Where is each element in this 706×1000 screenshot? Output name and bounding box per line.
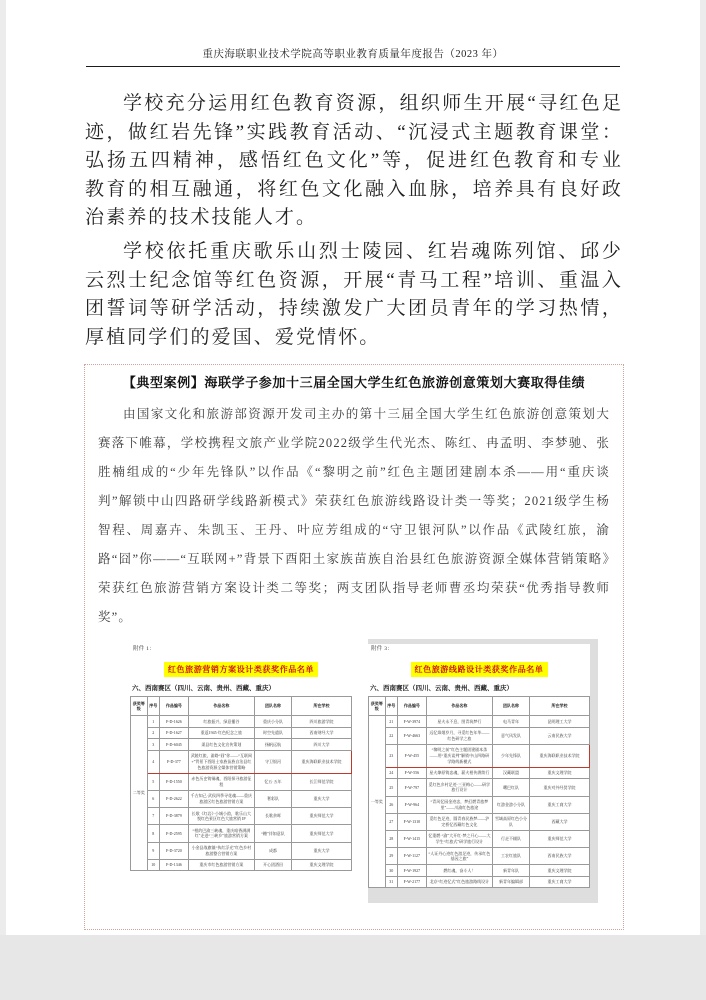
case-title: 【典型案例】海联学子参加十三届全国大学生红色旅游创意策划大赛取得佳绩: [122, 375, 586, 390]
cell-work: 觅红色乡村足迹·三亚梅心——研学旅行设计: [426, 779, 492, 796]
cell-work: 重庆市红色旅游营销方案: [188, 859, 254, 871]
cell-team: 成都: [254, 842, 291, 859]
table-row: [369, 716, 590, 728]
cell-work: 长歌《红岩》·小城小韵，歌乐山大悦红色景区红色大旅营销 IP: [188, 808, 254, 825]
attachment-label: 附件 1：: [133, 646, 156, 652]
attachment-title-row: [130, 659, 352, 677]
cell-no: 7: [147, 808, 159, 825]
table-row: [131, 716, 352, 728]
cell-work: “黎明之前”红色主题团建剧本杀——用“重庆谈判”解锁中山四路研学路线新模式: [426, 744, 492, 767]
cell-school: 重庆文理学院: [530, 767, 590, 779]
table-row: [131, 842, 352, 859]
table-row: [131, 859, 352, 871]
table-row: [131, 739, 352, 751]
cell-work: “人证丹心迹红色游足迹，传承红色基因之旅”: [426, 848, 492, 865]
cell-work: 赤色历史铸铜魂，酉阳探寻旅游征程: [188, 773, 254, 790]
cell-team: 雪域高原红色小分队: [492, 813, 529, 830]
cell-no: 6: [147, 790, 159, 807]
cell-work: 觅红色足迹，圆青春民族梦——泸定桥忆西藏红色文化: [426, 813, 492, 830]
cell-work: “青风忆园金迹忠，梦幻燃青旅梦里”——川渝红色旅途: [426, 796, 492, 813]
cell-work: 燃红魂，奋斗人！: [426, 865, 492, 877]
cell-no: 5: [147, 773, 159, 790]
cell-school: 重庆师范大学: [292, 825, 352, 842]
attachment-1-marketing-awards: [130, 639, 352, 871]
table-row: [369, 865, 590, 877]
cell-no: 10: [147, 859, 159, 871]
cell-school: 重庆海联职业技术学院: [530, 744, 590, 767]
cell-school: 重庆师范大学: [530, 830, 590, 847]
award-grade-cell: 一等奖: [369, 716, 386, 888]
cell-school: 重庆文理学院: [530, 865, 590, 877]
attachment-title-highlighted: 红色旅游线路设计类获奖作品名单: [411, 662, 548, 677]
cell-code: F-W-4663: [397, 727, 426, 744]
cell-team: 电马青年: [492, 716, 529, 728]
cell-team: 长歌余晖: [254, 808, 291, 825]
attachment-title-highlighted: 红色旅游营销方案设计类获奖作品名单: [164, 662, 318, 677]
column-header: 获奖等级: [131, 697, 148, 716]
header-rule: [86, 66, 620, 67]
cell-no: 9: [147, 842, 159, 859]
cell-school: 云南民族大学: [530, 727, 590, 744]
table-row: [369, 779, 590, 796]
cell-team: 新青年队: [492, 865, 529, 877]
cell-work: “相约巴渝三峡魂，重庆暗香满满红”走进“三峡乡”旅游营销方案: [188, 825, 254, 842]
cell-team: 工农红旅队: [492, 848, 529, 865]
column-header: 作品名称: [426, 697, 492, 716]
cell-code: F-D-2595: [159, 825, 188, 842]
cell-code: F-W-2177: [397, 876, 426, 888]
cell-code: F-W-3974: [397, 716, 426, 728]
cell-work: 红旅振兴，绿意播谷: [188, 716, 254, 728]
cell-team: 新青年编辑部: [492, 876, 529, 888]
table-row: [131, 825, 352, 842]
table-row: [369, 727, 590, 744]
cell-no: 23: [385, 744, 397, 767]
cell-school: 重庆文理学院: [292, 859, 352, 871]
column-header: 团队名称: [492, 697, 529, 716]
cell-code: F-W-455: [397, 744, 426, 767]
attachment-region-heading: 六、西南赛区（四川、云南、贵州、西藏、重庆）: [370, 685, 513, 692]
cell-team: 汉藏联盟: [492, 767, 529, 779]
cell-work: 北京“红迹忆式”红色旅游路线设计: [426, 876, 492, 888]
cell-no: 1: [147, 716, 159, 728]
cell-no: 30: [385, 865, 397, 877]
cell-no: 31: [385, 876, 397, 888]
cell-team: 红游金游小分队: [492, 796, 529, 813]
table-row-highlighted: [131, 750, 352, 773]
cell-no: 2: [147, 727, 159, 739]
column-header: 所在学校: [530, 697, 590, 716]
cell-work: 忆重燃·“渝”大开红·梦之开心——大学生“红旅式”研学旅行设计: [426, 830, 492, 847]
attachment-label: 附件 3：: [371, 646, 394, 652]
cell-no: 8: [147, 825, 159, 842]
attachment-region-heading: 六、西南赛区（四川、云南、贵州、西藏、重庆）: [132, 685, 275, 692]
cell-code: F-W-556: [397, 767, 426, 779]
table-row: [369, 796, 590, 813]
cell-code: F-D-1550: [159, 773, 188, 790]
cell-school: 长江师范学院: [292, 773, 352, 790]
cell-school: 重庆对外经贸学院: [530, 779, 590, 796]
column-header: 作品名称: [188, 697, 254, 716]
cell-code: F-D-6045: [159, 739, 188, 751]
column-header: 所在学校: [292, 697, 352, 716]
attachment-images: [98, 639, 610, 903]
award-grade-cell: 二等奖: [131, 716, 148, 871]
table-row: [369, 830, 590, 847]
cell-code: F-D-377: [159, 750, 188, 773]
attachment-3-wrapper: [368, 639, 598, 903]
cell-code: F-W-1927: [397, 865, 426, 877]
cell-school: 昆明理工大学: [530, 716, 590, 728]
paragraph-red-resources: 学校依托重庆歌乐山烈士陵园、红岩魂陈列馆、邱少云烈士纪念馆等红色资源，开展“青马工程”培训、重温入团誓词等研学活动，持续激发广大团员青年的学习热情，厚植同学们的爱国、爱党情怀。: [85, 241, 623, 348]
cell-school: 西藏大学: [530, 813, 590, 830]
cell-school: 西南民族大学: [530, 848, 590, 865]
cell-code: F-W-1415: [397, 830, 426, 847]
cell-school: 重庆师范大学: [292, 808, 352, 825]
cell-work: 星火永不息，图青筑梦行: [426, 716, 492, 728]
cell-code: F-D-2622: [159, 790, 188, 807]
cell-school: 重庆工商大学: [530, 876, 590, 888]
cell-team: 少年先锋队: [492, 744, 529, 767]
typical-case-box: [84, 364, 624, 930]
cell-no: 27: [385, 813, 397, 830]
cell-team: “糖”伴如意队: [254, 825, 291, 842]
cell-team: 开心团酒田: [254, 859, 291, 871]
column-header: 作品编号: [397, 697, 426, 716]
cell-team: 意气风发队: [492, 727, 529, 744]
cell-code: F-W-1127: [397, 848, 426, 865]
cell-school: 四川大学: [292, 739, 352, 751]
cell-school: 重庆大学: [292, 842, 352, 859]
cell-work: 重返1945·红色纪念之旅: [188, 727, 254, 739]
cell-team: 曙巴红队: [492, 779, 529, 796]
table-row-highlighted: [369, 744, 590, 767]
awards-table-marketing: [130, 696, 352, 871]
cell-team: 扬帆远航: [254, 739, 291, 751]
cell-code: F-D-1346: [159, 859, 188, 871]
cell-code: F-D-1627: [159, 727, 188, 739]
cell-work: 星火燎原铸忠魂，薪火相传赓续行: [426, 767, 492, 779]
cell-no: 4: [147, 750, 159, 773]
cell-no: 22: [385, 727, 397, 744]
cell-no: 28: [385, 830, 397, 847]
cell-team: 时空先遣队: [254, 727, 291, 739]
column-header: 作品编号: [159, 697, 188, 716]
table-row: [369, 848, 590, 865]
cell-no: 26: [385, 796, 397, 813]
table-header-row: [131, 697, 352, 716]
cell-no: 29: [385, 848, 397, 865]
cell-school: 西南财经大学: [292, 727, 352, 739]
cell-team: 守卫银河: [254, 750, 291, 773]
cell-no: 3: [147, 739, 159, 751]
cell-code: F-W-964: [397, 796, 426, 813]
cell-school: 重庆大学: [292, 790, 352, 807]
cell-school: 重庆工商大学: [530, 796, 590, 813]
table-row: [131, 790, 352, 807]
cell-team: 奢彩队: [254, 790, 291, 807]
page-right-margin: [700, 0, 706, 1000]
paragraph-red-education: 学校充分运用红色教育资源，组织师生开展“寻红色足迹，做红岩先锋”实践教育活动、“沉浸式主题教育课堂：弘扬五四精神，感悟红色文化”等，促进红色教育和专业教育的相互融通，将红色文化融入血脉，培养具有良好政治素养的技术技能人才。: [85, 93, 623, 229]
cell-code: F-D-3720: [159, 842, 188, 859]
cell-work: 小金县战旗镇“执红浮光”红色乡村旅游整合营销方案: [188, 842, 254, 859]
table-row: [131, 773, 352, 790]
column-header: 团队名称: [254, 697, 291, 716]
attachment-title-row: [368, 659, 590, 677]
cell-team: 重庆小分队: [254, 716, 291, 728]
page-header-title: 重庆海联职业技术学院高等职业教育质量年度报告（2023 年）: [202, 49, 504, 60]
cell-work: 渠县红色文化宣传策划: [188, 739, 254, 751]
cell-no: 21: [385, 716, 397, 728]
cell-code: F-D-3879: [159, 808, 188, 825]
cell-code: F-D-1626: [159, 716, 188, 728]
cell-school: 四川旅游学院: [292, 716, 352, 728]
cell-work: 远忆烽烟岁月，寻觅红色年华——红色研学之旅: [426, 727, 492, 744]
table-row: [369, 813, 590, 830]
case-body: 由国家文化和旅游部资源开发司主办的第十三届全国大学生红色旅游创意策划大赛落下帷幕，学校携程文旅产业学院2022级学生代光杰、陈红、冉孟明、李梦驰、张胜楠组成的“少年先锋队”以作品《“黎明之前”红色主题团建剧本杀——用“重庆谈判”解锁中山四路研学线路新模式》荣获红色旅游线路设计类一等奖；2021级学生杨智程、周嘉卉、朱凯玉、王丹、叶应芳组成的“守卫银河队”以作品《武陵红旅，渝路“囧”你——“互联网+”背景下酉阳土家族苗族自治县红色旅游资源全媒体营销策略》荣获红色旅游营销方案设计类二等奖；两支团队指导老师曹丞均荣获“优秀指导教师奖”。: [98, 407, 610, 624]
column-header: 序号: [385, 697, 397, 716]
table-row: [131, 727, 352, 739]
page-bottom-margin: [0, 935, 706, 1000]
cell-school: 重庆海联职业技术学院: [292, 750, 352, 773]
column-header: 获奖等级: [369, 697, 386, 716]
cell-team: 忆五·五年: [254, 773, 291, 790]
table-row: [131, 808, 352, 825]
cell-work: 千古知己·武侯四季寻花魂——重庆旅游区红色旅游营销方案: [188, 790, 254, 807]
awards-table-route: [368, 696, 590, 888]
attachment-3-route-awards: [368, 644, 590, 888]
cell-no: 24: [385, 767, 397, 779]
table-row: [369, 876, 590, 888]
table-header-row: [369, 697, 590, 716]
page-left-margin: [0, 0, 6, 1000]
cell-code: F-W-797: [397, 779, 426, 796]
cell-code: F-W-1310: [397, 813, 426, 830]
cell-work: 武陵红旅，渝路“囧”你——“互联网+”背景下酉阳土家族苗族自治县红色旅游资源全媒体营销策略: [188, 750, 254, 773]
table-row: [369, 767, 590, 779]
cell-no: 25: [385, 779, 397, 796]
column-header: 序号: [147, 697, 159, 716]
cell-team: 行走不辍队: [492, 830, 529, 847]
